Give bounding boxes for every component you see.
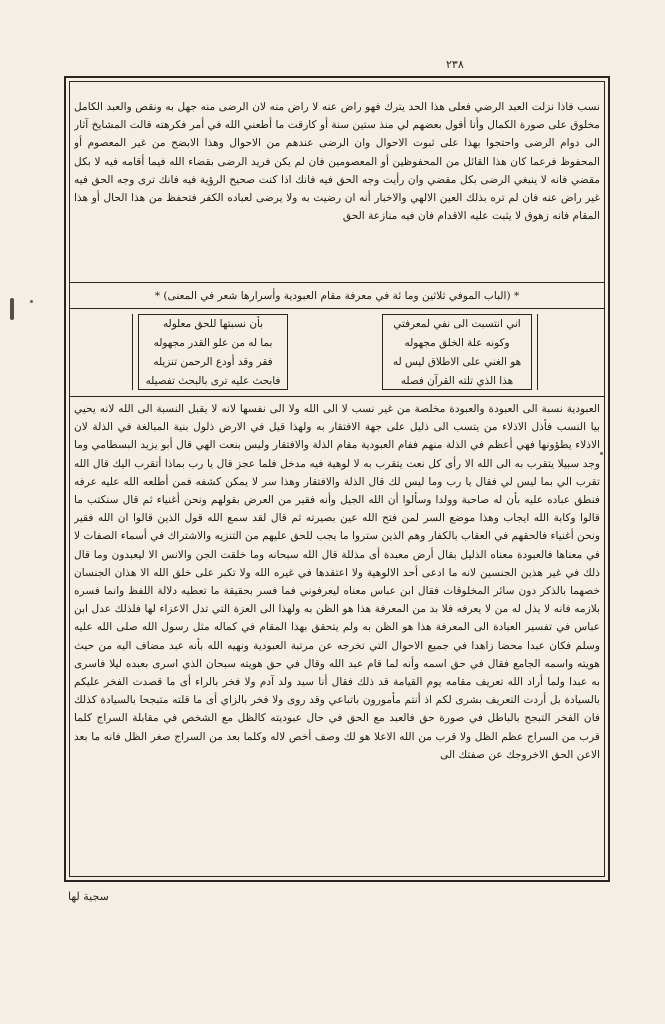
main-paragraph: العبودية نسبة الى العبودة والعبودة مخلصة من غير نسب لا الى الله ولا الى نفسها لانه لا يقبل النسبة الى الله لانه يحيي بيا النسب فأذل الاذلاء من يتسب الى ذليل على جهة الافتقار به ولهذا قيل في الارض ذلول بنية المبالغة في الذلة لان الاذلاء يطؤونها فهي أعظم في الذلة منهم ففام العبودية مقام الذلة والافتقار وليس بنعت الهي قال أبو يزيد البسطامي وما وجد سبيلا يتقرب به الى الله الا رأى كل نعت يتقرب به لا لوهية فيه مدخل فلما عجز قال يا رب بماذا أتقرب اليك قال الله تقرب الي بما ليس لي فقال يا رب وما ليس لك قال الذلة والافتقار وهذا سر لا يمكن كشفه فمن أطلعه الله عليه عرفه فنطق عباده عليه بأن له صاحبة وولدا وسألوا أن الله الجيل وأنه فقير من العرض بقولهم ونحن أغنياء ثم قال سنكتب ما قالوا وكابة الله ايجاب وهذا موضع السر لمن فتح الله عين بصيرته ثم قال لقد سمع الله قول الذين قالوا ان الله فقير ونحن أغنياء فالحقهم في العقاب بالكفار وهم الذين ستروا ما يجب للحق عليهم من التنزيه والاشتراك في أسماء الصفات لا في معناها فالعبودة معناه الذليل بقال أرض معبدة أى مذللة قال الله سبحانه وما خلقت الجن والانس الا ليعبدون وما قال ذلك في غير هذين الجنسين لانه ما ادعى أحد الالوهية ولا اعتقدها في غيره الله ولا تكبر على خلق الله الا هذان الجنسان خصهما بالذكر دون سائر المخلوقات فقال ابن عباس معناه ليعرفوني فما فسر بحقيقة ما تعطيه دلالة اللفظ وانما فسره بلازمه فانه لا يذل له من لا يعرفه فلا بد من المعرفة هذا هو الظن به ولهذا الى العزة التي تدل الاعزاء لها فلذلك عدل ابن عباس في تفسير العبادة الى المعرفة هذا هو الظن به ولم يتحقق بهذا المقام في كماله مثل رسول الله صلى الله عليه وسلم فكان عبدا محضا زاهدا في جميع الاحوال التي تخرجه عن مرتبة العبودية ونهيه الله بأنه عبد مضاف اليه من حيث هويته واسمه الجامع فقال في حق اسمه وأنه لما قام عبد الله وقال في حق هويته سبحان الذي اسرى بعبده ليلا فاسرى به عبدا ولما أراد الله تعريف مقامه يوم القيامة قد ذلك فقال أنا سيد ولد آدم ولا فخر بالراء أى ما قصدت الفخر عليكم بالسيادة بل أردت التعريف بشرى لكم اذ أنتم مأمورون باتباعي وقد روى ولا فخر بالزاي أى ما قلته متبجحا بالسيادة كذلك فان الفخر التبجح بالباطل في صورة حق فالعبد مع الحق في حال عبوديته كالظل مع الشخص في مقابلة السراج كلما قرب من السراج عظم الظل ولا قرب من الله الاعلا هو لك وصف أخص لاله وكلما بعد من السراج صغر الظل فانه ما بعد الاعن الحق الاخروجك عن صفتك الى — [74, 403, 600, 761]
margin-ink-mark — [10, 298, 14, 320]
poem-verse: فابحث عليه ترى بالبحث تفصيله — [145, 375, 281, 387]
main-text-block — [74, 400, 600, 876]
poem-right-column — [382, 314, 532, 390]
poem-verse: بما له من علو القدر مجهوله — [153, 337, 273, 349]
divider-line — [69, 282, 605, 283]
page-number: ٢٣٨ — [446, 58, 464, 71]
poem-verse: وكونه علة الخلق مجهوله — [404, 337, 510, 349]
poem-left-column — [138, 314, 288, 390]
poem-block — [138, 314, 532, 392]
page-frame — [64, 76, 610, 882]
margin-dot — [30, 300, 33, 303]
top-paragraph: نسب فاذا نزلت العبد الرضي فعلى هذا الحد يترك فهو راض عنه لا راض منه لان الرضى منه جهل به ونقص والعبد الكامل مخلوق على صورة الكمال وأنا أقول بعضهم لي منذ ستين سنة أو كارقت ما أطعني الله في أمر فكرهته قالت المشايخ آثار الى دوام الرضى واحتجوا بهذا على ثبوت الاحوال وان الرضى عندهم من الاحوال وهذا الابضح من غير المعصوم أو المحفوظ فرعما كان هذا القائل من المحفوظين أو المعصومين فان لم يكن فريد الرضى بقضاء الله فيما أقامه فيه لا بكل مقضي فانه لا ينبغي الرضى بكل مقضي وان رأيت وجه الحق فيه فانك اذا كنت صحيح الرؤية فيه فانك ترى وجه الحق فيه غير راض عنه فان لم تره بذلك العين الالهي والاخبار أنه ان رضيت به ولا يرضى لعباده الكفر فتحفظ من هذا الحال أو هذا المقام فانه زهوق لا يثبت عليه الاقدام فان فيه منازعة الحق — [74, 101, 600, 223]
poem-verse: هذا الذي تلته القرآن فصله — [400, 375, 514, 387]
poem-verse: هو الغني على الاطلاق ليس له — [392, 356, 522, 368]
poem-verse: اني انتسبت الى نفي لمعرفتي — [393, 318, 521, 330]
poem-verse: فقر وقد أودع الرحمن تنزيله — [153, 356, 273, 368]
top-text-block — [74, 98, 600, 276]
divider-line — [69, 396, 605, 397]
catchword: سجية لها — [68, 890, 109, 903]
chapter-heading: * (الباب الموفي ثلاثين وما ئة في معرفة مقام العبودية وأسرارها شعر في المعنى) * — [154, 290, 520, 302]
divider-line — [69, 308, 605, 309]
poem-verse: بأن نسبتها للحق معلوله — [162, 318, 264, 330]
